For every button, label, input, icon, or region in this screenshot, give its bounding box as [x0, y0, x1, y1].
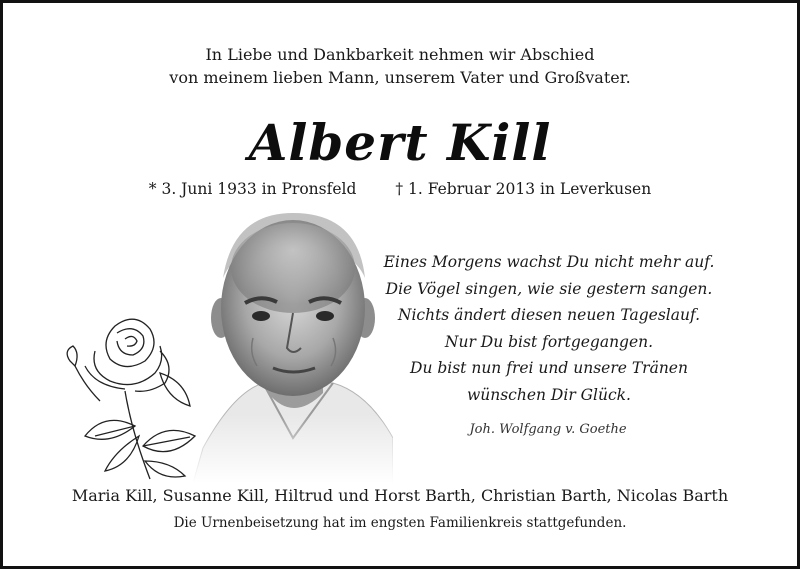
poem-line: Nur Du bist fortgegangen. — [444, 332, 654, 351]
poem-line: wünschen Dir Glück. — [467, 385, 631, 404]
intro-text — [3, 43, 797, 89]
poem-line: Eines Morgens wachst Du nicht mehr auf. — [383, 253, 715, 271]
poem-author: Joh. Wolfgang v. Goethe — [469, 422, 627, 437]
poem-line: Du bist nun frei und unsere Tränen — [410, 359, 688, 377]
poem-line: Die Vögel singen, wie sie gestern sangen. — [385, 279, 713, 298]
life-dates — [3, 180, 797, 198]
poem-line: Nichts ändert diesen neuen Tageslauf. — [397, 306, 701, 324]
rose-illustration — [55, 311, 225, 481]
poem — [365, 249, 733, 408]
closing-note: Die Urnenbeisetzung hat im engsten Familienkreis stattgefunden. — [173, 515, 627, 531]
intro-line-1: In Liebe und Dankbarkeit nehmen wir Abschied — [205, 45, 595, 64]
family-names: Maria Kill, Susanne Kill, Hiltrud und Horst Barth, Christian Barth, Nicolas Barth — [71, 486, 729, 505]
intro-line-2: von meinem lieben Mann, unserem Vater und Großvater. — [169, 68, 631, 87]
death-date: † 1. Februar 2013 in Leverkusen — [395, 180, 652, 198]
deceased-name: Albert Kill — [248, 113, 552, 172]
birth-date: * 3. Juni 1933 in Pronsfeld — [148, 180, 357, 198]
